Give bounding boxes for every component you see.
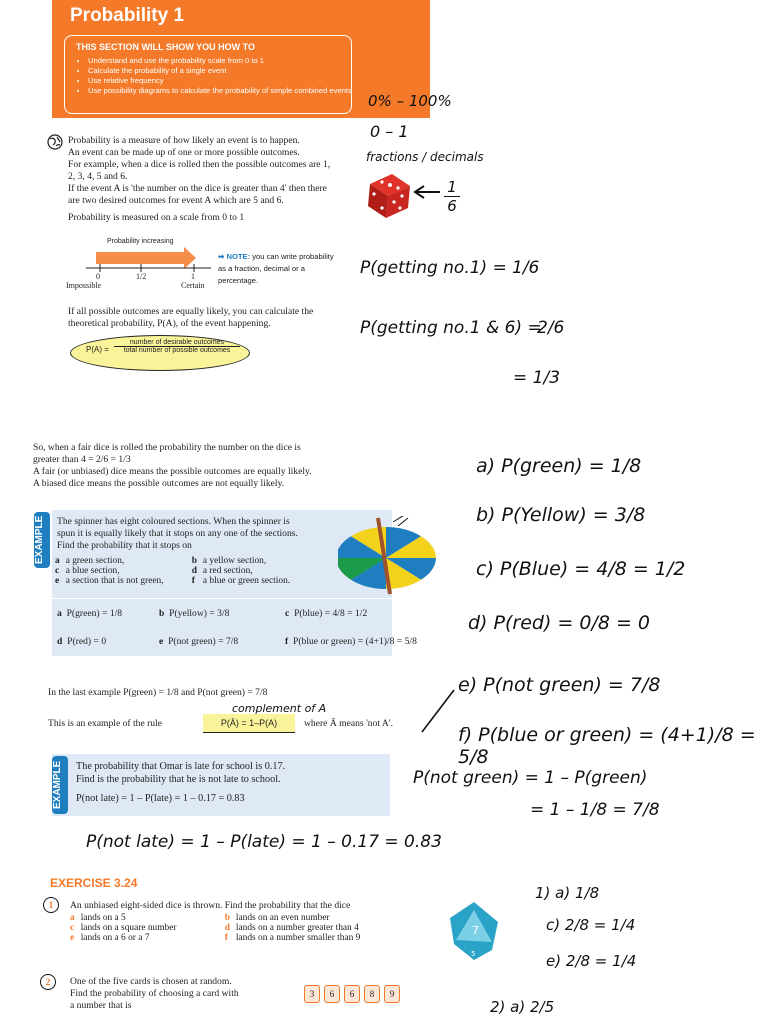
formula-numerator: number of desirable outcomes (114, 339, 240, 347)
option-a: a green section, (65, 556, 125, 566)
answer-e-text: P(not green) = 7/8 (168, 636, 239, 647)
answer-b: b P(yellow) = 3/8 (159, 608, 230, 619)
hw-answer-c: c) P(Blue) = 4/8 = 1/2 (476, 558, 686, 580)
number-card: 3 (304, 985, 320, 1003)
option-d: a red section, (202, 566, 253, 576)
q2-line: Find the probability of choosing a card with (70, 988, 239, 999)
objective-item: • Use possibility diagrams to calculate the probability of simple combined events (88, 86, 358, 96)
hw-answer-f: f) P(blue or green) = (4+1)/8 = 5/8 (458, 724, 756, 768)
q1-option-e: lands on a 6 or a 7 (80, 933, 150, 943)
example-q-line: spun it is equally likely that it stops on any one of the sections. (57, 528, 298, 539)
answer-d-text: P(red) = 0 (67, 636, 107, 647)
equally-likely-text (68, 306, 358, 330)
objectives-heading: THIS SECTION WILL SHOW YOU HOW TO (76, 42, 256, 52)
q2-line: One of the five cards is chosen at random. (70, 976, 232, 987)
answer-b-text: P(yellow) = 3/8 (169, 608, 230, 619)
globe-icon (47, 134, 63, 150)
hw-exercise-2a: 2) a) 2/5 (490, 998, 555, 1016)
answer-d: d P(red) = 0 (57, 636, 107, 647)
formula-lhs: P(A) = (86, 345, 109, 354)
example-q-line: Find the probability that it stops on (57, 540, 192, 551)
q2-line: a number that is (70, 1000, 132, 1011)
option-f: a blue or green section. (202, 576, 291, 586)
hw-answer-a: a) P(green) = 1/8 (476, 455, 642, 477)
exercise-q1-options: a lands on a 5 b lands on an even number c lands on a square number d lands on a number greater than 4 e lands on a 6 or a 7 f lands on a number smaller than 9 (70, 913, 366, 943)
note-text: you can write probability as a fraction, decimal or a percentage. (218, 252, 334, 285)
exercise-q2 (70, 976, 239, 1012)
formula-fraction (114, 339, 240, 354)
rule-line-2-pre: This is an example of the rule (48, 718, 163, 729)
note-box (218, 251, 343, 287)
example-options: a a green section, b a yellow section, c a blue section, d a red section, e a section that is not green, f a blue or green section. (55, 556, 296, 586)
scale-half: 1/2 (136, 272, 147, 281)
section-title: Probability 1 (70, 5, 185, 26)
hw-p-no1-val: 1/6 (512, 258, 540, 278)
intro-line: If the event A is 'the number on the dice is greater than 4' then there (68, 183, 327, 194)
number-card: 9 (384, 985, 400, 1003)
objectives-list (78, 56, 358, 96)
q1-option-f: lands on a number smaller than 9 (235, 933, 361, 943)
hw-fractions-decimals: fractions / decimals (366, 150, 484, 164)
objective-item: • Calculate the probability of a single event (88, 66, 358, 76)
answer-c: c P(blue) = 4/8 = 1/2 (285, 608, 368, 619)
hw-pointer-line (418, 686, 458, 736)
example-q-line: The spinner has eight coloured sections. When the spinner is (57, 516, 290, 527)
q1-option-d: lands on a number greater than 4 (235, 923, 359, 933)
answer-a: a P(green) = 1/8 (57, 608, 123, 619)
hw-range: 0 – 1 (370, 122, 409, 141)
hw-p-no16-simplified: = 1/3 (513, 368, 561, 388)
hw-exercise-1e: e) 2/8 = 1/4 (546, 952, 637, 970)
fair-line: greater than 4 = 2/6 = 1/3 (33, 454, 131, 465)
fair-dice-text (33, 442, 353, 490)
intro-text (68, 135, 368, 224)
scale-certain: Certain (181, 281, 205, 290)
answer-f: f P(blue or green) = (4+1)/8 = 5/8 (285, 636, 417, 647)
rule-line-2-post: where Ā means 'not A'. (304, 718, 393, 729)
fair-line: A fair (or unbiased) dice means the possible outcomes are equally likely. (33, 466, 312, 477)
hw-p-no1: P(getting no.1) = (360, 258, 507, 278)
note-arrow-icon: ➡ (218, 252, 227, 261)
red-dice-image (362, 170, 414, 220)
scale-impossible: Impossible (66, 281, 102, 290)
scale-one: 1 (191, 272, 195, 281)
hw-one-sixth-den: 6 (447, 197, 457, 215)
example-tag: EXAMPLE (52, 756, 68, 814)
note-label: NOTE: (226, 252, 251, 261)
example-omar-line: The probability that Omar is late for school is 0.17. (76, 761, 286, 772)
exercise-title: EXERCISE 3.24 (50, 876, 138, 890)
intro-line: are two desired outcomes for event A which are 5 and 6. (68, 195, 284, 206)
hw-not-green-1: P(not green) = 1 – P(green) (413, 768, 648, 788)
scale-label: Probability increasing (107, 238, 174, 245)
equally-line: If all possible outcomes are equally likely, you can calculate the (68, 306, 314, 317)
rule-line-1: In the last example P(green) = 1/8 and P(not green) = 7/8 (48, 687, 268, 698)
objective-item: • Understand and use the probability scale from 0 to 1 (88, 56, 358, 66)
hw-percentage: 0% – 100% (368, 92, 452, 110)
svg-text:7: 7 (472, 924, 479, 937)
hw-not-late: P(not late) = 1 – P(late) = 1 – 0.17 = 0.83 (86, 832, 442, 852)
hw-one-sixth (444, 178, 460, 215)
example-question (57, 516, 337, 552)
objective-item: • Use relative frequency (88, 76, 358, 86)
answer-a-text: P(green) = 1/8 (66, 608, 123, 619)
example-omar-text (76, 760, 285, 805)
example-omar-line: P(not late) = 1 – P(late) = 1 – 0.17 = 0.83 (76, 793, 245, 804)
hw-answer-d: d) P(red) = 0/8 = 0 (468, 612, 651, 634)
fair-line: A biased dice means the possible outcomes are not equally likely. (33, 478, 285, 489)
number-card: 6 (324, 985, 340, 1003)
hw-exercise-1c: c) 2/8 = 1/4 (546, 916, 636, 934)
q1-option-a: lands on a 5 (80, 913, 126, 923)
answer-f-text: P(blue or green) = (4+1)/8 = 5/8 (293, 636, 417, 647)
fair-line: So, when a fair dice is rolled the probability the number on the dice is (33, 442, 301, 453)
intro-line: Probability is a measure of how likely an event is to happen. (68, 135, 300, 146)
svg-text:5: 5 (471, 950, 476, 958)
arrow-icon (412, 184, 442, 200)
intro-line: For example, when a dice is rolled then the possible outcomes are 1, (68, 159, 331, 170)
intro-line: 2, 3, 4, 5 and 6. (68, 171, 128, 182)
rule-formula: P(Ā) = 1–P(A) (203, 714, 295, 733)
equally-line: theoretical probability, P(A), of the event happening. (68, 318, 271, 329)
option-c: a blue section, (65, 566, 120, 576)
scale-zero: 0 (96, 272, 100, 281)
example-omar-line: Find is the probability that he is not late to school. (76, 774, 281, 785)
hw-not-green-2: = 1 – 1/8 = 7/8 (530, 800, 660, 820)
divider (52, 598, 392, 599)
example-tag: EXAMPLE (34, 512, 50, 568)
hw-answer-b: b) P(Yellow) = 3/8 (476, 504, 646, 526)
answer-c-text: P(blue) = 4/8 = 1/2 (294, 608, 368, 619)
hw-one-sixth-num: 1 (444, 178, 460, 197)
hw-complement: complement of A (232, 702, 327, 715)
hw-answer-e: e) P(not green) = 7/8 (458, 674, 661, 696)
q1-option-b: lands on an even number (235, 913, 330, 923)
exercise-q1: An unbiased eight-sided dice is thrown. Find the probability that the dice (70, 900, 351, 911)
intro-line: Probability is measured on a scale from 0 to 1 (68, 212, 245, 223)
option-e: a section that is not green, (65, 576, 164, 586)
q1-option-c: lands on a square number (80, 923, 177, 933)
number-cards (304, 984, 404, 1003)
question-number: 2 (40, 974, 56, 990)
formula-denominator: total number of possible outcomes (123, 347, 231, 354)
hw-p-no16: P(getting no.1 & 6) = (360, 318, 542, 338)
question-number: 1 (43, 897, 59, 913)
octahedral-dice-image (446, 900, 502, 962)
answer-e: e P(not green) = 7/8 (159, 636, 239, 647)
hw-exercise-1a: 1) a) 1/8 (535, 884, 600, 902)
number-card: 8 (364, 985, 380, 1003)
hw-p-no16-val: 2/6 (537, 318, 565, 338)
intro-line: An event can be made up of one or more possible outcomes. (68, 147, 300, 158)
number-card: 6 (344, 985, 360, 1003)
spinner-image (338, 516, 438, 596)
option-b: a yellow section, (202, 556, 267, 566)
